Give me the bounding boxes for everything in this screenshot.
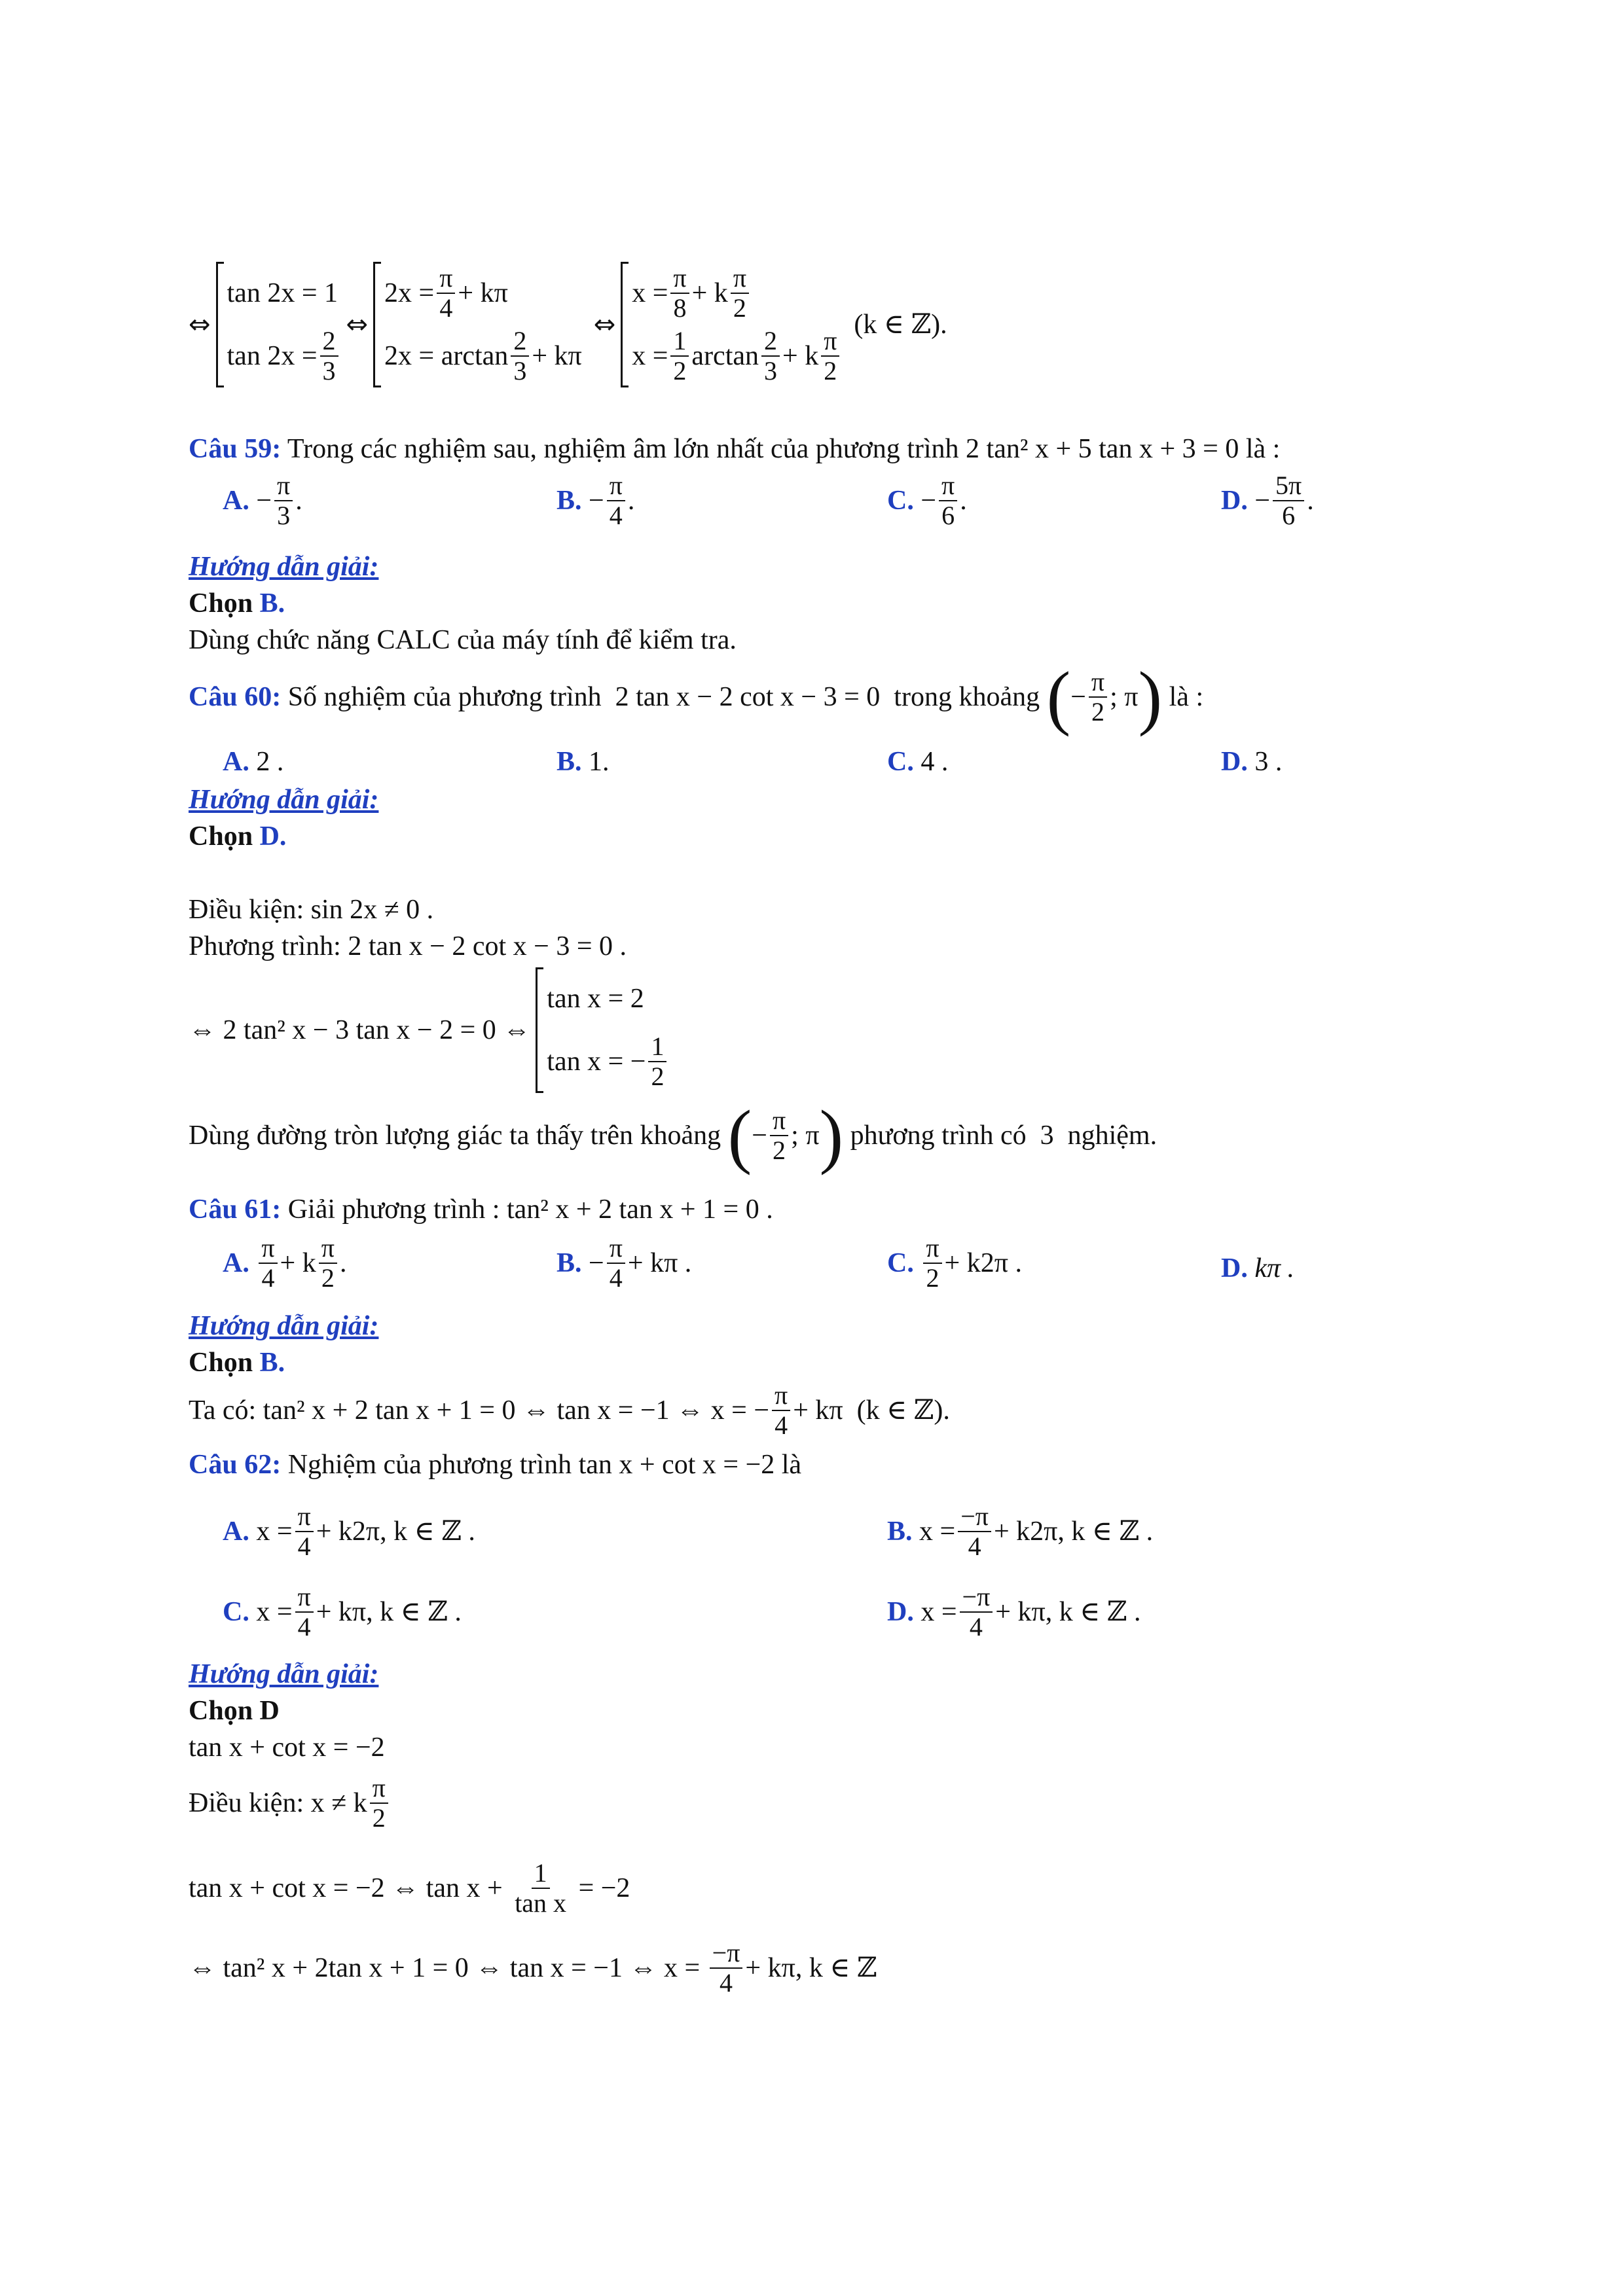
left-paren: ( [1046,657,1071,737]
expr: x = [921,1597,957,1627]
q61-option-a[interactable] [223,1234,346,1293]
q62-option-d[interactable] [887,1583,1140,1641]
fraction [960,1583,993,1641]
q59-answer [189,585,285,622]
frac-num: π [821,327,839,357]
left-paren: ( [727,1096,752,1175]
expr: + kπ [458,278,508,308]
frac-num: −π [960,1583,993,1613]
q60-option-c[interactable] [887,744,948,780]
option-letter: A. [223,1516,249,1547]
option-letter: D. [1221,486,1248,516]
q60-answer [189,818,286,855]
option-letter: B. [556,486,582,516]
frac-den: 4 [969,1612,983,1641]
system-2 [373,262,582,387]
frac-num: π [319,1234,337,1264]
frac-num: 2 [761,327,780,357]
guide-heading: Hướng dẫn giải: [189,1311,379,1341]
fraction [670,327,689,386]
q62-answer: Chọn D [189,1696,280,1726]
frac-num: π [274,471,293,501]
guide-heading: Hướng dẫn giải: [189,1659,379,1689]
expr: + kπ [532,341,582,371]
expr: x = [632,341,668,371]
option-letter: D. [1221,747,1248,777]
fraction [259,1234,277,1293]
option-letter: D. [887,1597,914,1627]
option-letter: B. [887,1516,913,1547]
frac-num: π [607,471,625,501]
fraction [958,1502,991,1561]
frac-den: 2 [773,1136,786,1165]
expr: x = [632,278,668,308]
q60-transform [189,967,674,1093]
frac-den: tan x [515,1888,567,1918]
q60-equation: Phương trình: 2 tan x − 2 cot x − 3 = 0 . [189,931,627,961]
q60-system [536,967,669,1093]
guide-heading: Hướng dẫn giải: [189,552,379,582]
equiv-symbol: ⇔ [593,310,616,340]
frac-num: 2 [511,327,529,357]
frac-num: 1 [532,1859,550,1889]
frac-den: 4 [775,1410,788,1440]
frac-num: π [259,1234,277,1264]
answer-letter: B. [259,1348,285,1378]
frac-den: 4 [297,1612,311,1641]
answer-letter: B. [259,588,285,619]
option-value: 1. [589,747,610,777]
option-letter: C. [887,747,914,777]
expr: + kπ . [627,1248,692,1278]
q62-label: Câu 62: [189,1450,282,1480]
q62-statement [189,1446,801,1483]
frac-den: 2 [1091,697,1105,726]
sign: − [1254,486,1271,516]
sys2-line1 [384,262,582,325]
equiv-symbol: ⇔ [189,310,211,340]
q61-option-b[interactable] [556,1234,691,1293]
choose-label: Chọn [189,588,260,619]
expr: ⇔ tan² x + 2tan x + 1 = 0 ⇔ tan x = −1 ⇔ x = [189,1953,707,1983]
q61-option-d[interactable] [1221,1250,1294,1287]
frac-num: 2 [320,327,338,357]
expr: x = [919,1516,956,1547]
k-condition: (k ∈ ℤ). [854,310,947,340]
option-letter: C. [887,1248,914,1278]
fraction [923,1234,941,1293]
conclusion-text: Dùng đường tròn lượng giác ta thấy trên khoảng [189,1121,728,1151]
fraction [319,1234,337,1293]
q60-text: Số nghiệm của phương trình 2 tan x − 2 cot x − 3 = 0 trong khoảng [281,682,1047,712]
frac-num: π [770,1106,788,1136]
expr: 2x = [384,278,435,308]
option-value: kπ . [1254,1253,1295,1283]
fraction [607,471,625,530]
q62-condition [189,1774,391,1833]
q61-work [189,1381,950,1440]
sys3-line1 [632,262,842,325]
q59-option-b[interactable]: B. − $\frac{\pi}{4}$ . [556,471,635,530]
q60-option-d[interactable] [1221,744,1282,780]
equiv-symbol: ⇔ [346,310,369,340]
expr: Điều kiện: x ≠ k [189,1788,367,1818]
option-value: 3 . [1254,747,1283,777]
q62-option-b[interactable] [887,1502,1153,1561]
q62-guide-heading [189,1656,378,1693]
fraction [511,327,529,386]
fraction [295,1502,314,1561]
right-paren: ) [819,1096,844,1175]
frac-den: 4 [261,1263,275,1293]
frac-den: 4 [297,1532,311,1561]
fraction [1089,668,1107,726]
frac-num: −π [710,1939,743,1969]
fraction [295,1583,314,1641]
fraction [437,264,455,323]
frac-den: 2 [372,1803,386,1833]
fraction [821,327,839,386]
q59-option-c[interactable]: C. − $\frac{\pi}{6}$ . [887,471,967,530]
frac-num: π [772,1381,790,1411]
expr: . [339,1248,347,1278]
fraction [772,1381,790,1440]
q60-text-end: là : [1162,682,1204,712]
top-solution [189,262,947,387]
frac-num: 5π [1273,471,1304,501]
frac-num: π [295,1502,314,1532]
fraction [607,1234,625,1293]
frac-num: 1 [670,327,689,357]
option-letter: B. [556,747,582,777]
q62-line1: tan x + cot x = −2 [189,1732,385,1763]
expr: + k2π, k ∈ ℤ . [316,1516,475,1547]
frac-num: π [731,264,749,294]
q61-label: Câu 61: [189,1194,282,1225]
sys-line2 [547,1030,669,1093]
option-value: 2 . [256,747,284,777]
work-expr: Ta có: tan² x + 2 tan x + 1 = 0 ⇔ tan x = −1 ⇔ x = − [189,1395,770,1426]
fraction [670,264,689,323]
q59-label: Câu 59: [189,434,282,464]
guide-heading: Hướng dẫn giải: [189,785,379,815]
q59-option-a[interactable]: A. − $\frac{\pi}{3}$ . [223,471,302,530]
transform-expr: ⇔ 2 tan² x − 3 tan x − 2 = 0 ⇔ [189,1015,531,1045]
q59-text: Trong các nghiệm sau, nghiệm âm lớn nhất của phương trình 2 tan² x + 5 tan x + 3 = 0 là : [281,434,1281,464]
expr: + k2π . [944,1248,1022,1278]
answer-letter: D. [259,821,287,852]
option-letter: A. [223,486,249,516]
fraction [370,1774,388,1833]
sys3-line2 [632,325,842,387]
expr: + k [782,341,819,371]
frac-den: 4 [609,1263,623,1293]
sign: − [256,486,272,516]
expr: x = [256,1597,293,1627]
q60-option-b[interactable] [556,744,610,780]
frac-num: −π [958,1502,991,1532]
work-expr-end: + kπ (k ∈ ℤ). [793,1395,950,1426]
q62-text: Nghiệm của phương trình tan x + cot x = −2 là [281,1450,802,1480]
frac-den: 2 [321,1263,335,1293]
option-letter: B. [556,1248,582,1278]
expr: + kπ, k ∈ ℤ [745,1953,877,1983]
frac-num: π [670,264,689,294]
frac-den: 3 [764,356,778,386]
q61-guide-heading [189,1308,378,1344]
expr: arctan [691,341,759,371]
q62-line4 [189,1939,877,1998]
fraction [648,1032,666,1091]
fraction [731,264,749,323]
frac-den: 8 [673,293,687,323]
q61-statement [189,1191,773,1228]
system-3 [621,262,842,387]
choose-label: Chọn [189,821,260,852]
q61-answer [189,1344,285,1381]
fraction [274,471,293,530]
frac-den: 2 [824,356,837,386]
interval-rest: ; π [791,1121,820,1151]
frac-den: 3 [513,356,527,386]
expr: = −2 [572,1873,630,1903]
frac-num: 1 [648,1032,666,1062]
q60-label: Câu 60: [189,682,282,712]
sign: − [921,486,937,516]
sys2-line2 [384,325,582,387]
fraction [710,1939,743,1998]
sign: − [589,486,604,516]
expr: tan x + cot x = −2 ⇔ tan x + [189,1873,510,1903]
sign: − [589,1248,604,1278]
option-letter: D. [1221,1253,1248,1283]
frac-den: 2 [673,356,687,386]
frac-den: 6 [941,501,955,530]
expr: x = [256,1516,293,1547]
frac-den: 4 [720,1968,733,1998]
choose-label: Chọn [189,1348,260,1378]
q60-conclusion: Dùng đường tròn lượng giác ta thấy trên khoảng ( − $\frac{\pi}{2}$ ; π ) phương trình có 3 nghiệm. [189,1096,1158,1175]
frac-num: π [939,471,957,501]
fraction [1273,471,1304,530]
option-letter: C. [223,1597,249,1627]
sys-line1: tan x = 2 [547,984,644,1014]
expr: + k [280,1248,316,1278]
option-letter: A. [223,747,249,777]
frac-num: π [437,264,455,294]
frac-num: π [295,1583,314,1613]
right-paren: ) [1138,657,1163,737]
frac-den: 2 [733,293,746,323]
q59-guide-heading [189,548,378,585]
sys1-line2 [227,325,341,387]
expr: + k [691,278,728,308]
expr: + kπ, k ∈ ℤ . [316,1597,462,1627]
q62-line3 [189,1859,630,1918]
system-1 [216,262,341,387]
frac-den: 6 [1282,501,1296,530]
q60-condition: Điều kiện: sin 2x ≠ 0 . [189,895,434,925]
fraction [761,327,780,386]
frac-den: 2 [651,1062,665,1091]
frac-num: π [607,1234,625,1264]
frac-den: 4 [968,1532,981,1561]
frac-den: 3 [322,356,336,386]
option-letter: C. [887,486,914,516]
q59-statement [189,431,1280,467]
q59-explain: Dùng chức năng CALC của máy tính để kiểm tra. [189,625,737,655]
frac-den: 3 [277,501,291,530]
expr: + kπ, k ∈ ℤ . [995,1597,1141,1627]
conclusion-text-end: phương trình có 3 nghiệm. [843,1121,1158,1151]
q62-option-c[interactable] [223,1583,462,1641]
option-value: 4 . [921,747,949,777]
q60-option-a[interactable] [223,744,283,780]
expr: 2x = arctan [384,341,509,371]
q62-option-a[interactable] [223,1502,475,1561]
fraction [770,1106,788,1165]
option-letter: A. [223,1248,249,1278]
fraction [939,471,957,530]
q60-statement: Câu 60: Số nghiệm của phương trình 2 tan x − 2 cot x − 3 = 0 trong khoảng ( − $\frac{\pi}{2}$ ; π ) là : [189,657,1204,737]
q61-option-c[interactable] [887,1234,1022,1293]
frac-den: 2 [926,1263,939,1293]
frac-den: 4 [439,293,453,323]
q59-option-d[interactable]: D. − $\frac{5\pi}{6}$ . [1221,471,1314,530]
frac-num: π [1089,668,1107,698]
frac-num: π [923,1234,941,1264]
expr: + k2π, k ∈ ℤ . [993,1516,1154,1547]
fraction [512,1859,569,1918]
fraction [320,327,338,386]
q60-guide-heading [189,781,378,818]
frac-den: 4 [609,501,623,530]
q61-text: Giải phương trình : tan² x + 2 tan x + 1 = 0 . [281,1194,773,1225]
interval-rest: ; π [1110,682,1139,712]
frac-num: π [370,1774,388,1804]
expr: tan x = − [547,1047,646,1077]
sys1-line2-lhs: tan 2x = [227,341,318,371]
sys1-line1: tan 2x = 1 [227,278,338,308]
